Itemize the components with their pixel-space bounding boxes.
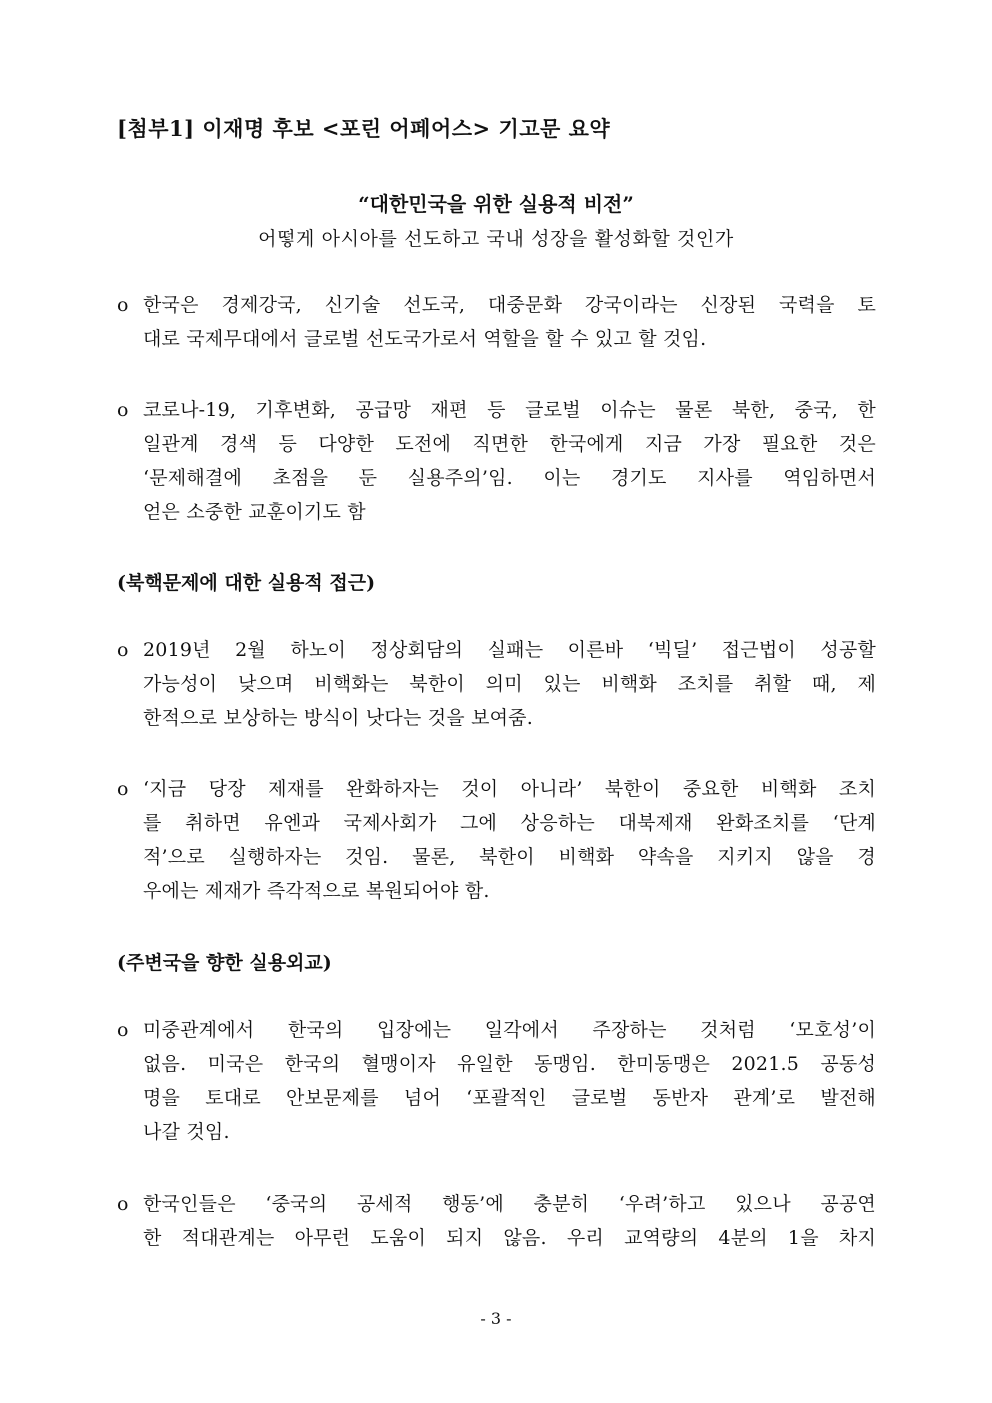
article-subtitle: 어떻게 아시아를 선도하고 국내 성장을 활성화할 것인가 [258,228,734,250]
bullet-marker: o [117,294,129,316]
diplomacy-bullet-2 [117,1187,877,1255]
bullet-line: 한국인들은 ‘중국의 공세적 행동’에 충분히 ‘우려’하고 있으나 공공연 [143,1193,876,1215]
section-title-diplomacy: (주변국을 향한 실용외교) [117,952,332,974]
bullet-marker: o [117,1019,129,1041]
bullet-line: 한국은 경제강국, 신기술 선도국, 대중문화 강국이라는 신장된 국력을 토 [143,294,876,316]
bullet-line: 명을 토대로 안보문제를 넘어 ‘포괄적인 글로벌 동반자 관계’로 발전해 [143,1087,876,1109]
intro-bullet-1 [117,288,877,356]
bullet-line: 2019년 2월 하노이 정상회담의 실패는 이른바 ‘빅딜’ 접근법이 성공할 [143,639,876,661]
bullet-line: 나갈 것임. [143,1121,230,1143]
nuclear-bullet-2 [117,772,877,908]
bullet-line: 적’으로 실행하자는 것임. 물론, 북한이 비핵화 약속을 지키지 않을 경 [143,846,876,868]
bullet-line: 한 적대관계는 아무런 도움이 되지 않음. 우리 교역량의 4분의 1을 차지 [143,1227,876,1249]
intro-bullet-2 [117,393,877,529]
bullet-line: 없음. 미국은 한국의 혈맹이자 유일한 동맹임. 한미동맹은 2021.5 공동성 [143,1053,876,1075]
bullet-marker: o [117,1193,129,1215]
bullet-line: 를 취하면 유엔과 국제사회가 그에 상응하는 대북제재 완화조치를 ‘단계 [143,812,876,834]
bullet-marker: o [117,399,129,421]
attachment-heading: [첨부1] 이재명 후보 <포린 어페어스> 기고문 요약 [117,116,611,141]
bullet-line: 가능성이 낮으며 비핵화는 북한이 의미 있는 비핵화 조치를 취할 때, 제 [143,673,876,695]
bullet-line: 우에는 제재가 즉각적으로 복원되어야 함. [143,880,490,902]
bullet-line: ‘문제해결에 초점을 둔 실용주의’임. 이는 경기도 지사를 역임하면서 [143,467,876,489]
bullet-line: ‘지금 당장 제재를 완화하자는 것이 아니라’ 북한이 중요한 비핵화 조치 [143,778,876,800]
bullet-line: 대로 국제무대에서 글로벌 선도국가로서 역할을 할 수 있고 할 것임. [143,328,707,350]
page-number: - 3 - [480,1309,512,1328]
diplomacy-bullet-1 [117,1013,877,1149]
bullet-line: 미중관계에서 한국의 입장에는 일각에서 주장하는 것처럼 ‘모호성’이 [143,1019,876,1041]
section-title-nuclear: (북핵문제에 대한 실용적 접근) [117,572,376,594]
bullet-line: 일관계 경색 등 다양한 도전에 직면한 한국에게 지금 가장 필요한 것은 [143,433,876,455]
bullet-marker: o [117,639,129,661]
bullet-line: 코로나-19, 기후변화, 공급망 재편 등 글로벌 이슈는 물론 북한, 중국, 한 [143,399,876,421]
bullet-line: 한적으로 보상하는 방식이 낫다는 것을 보여줌. [143,707,533,729]
article-title: “대한민국을 위한 실용적 비전” [358,192,634,216]
bullet-marker: o [117,778,129,800]
nuclear-bullet-1 [117,633,877,735]
bullet-line: 얻은 소중한 교훈이기도 함 [143,501,366,523]
